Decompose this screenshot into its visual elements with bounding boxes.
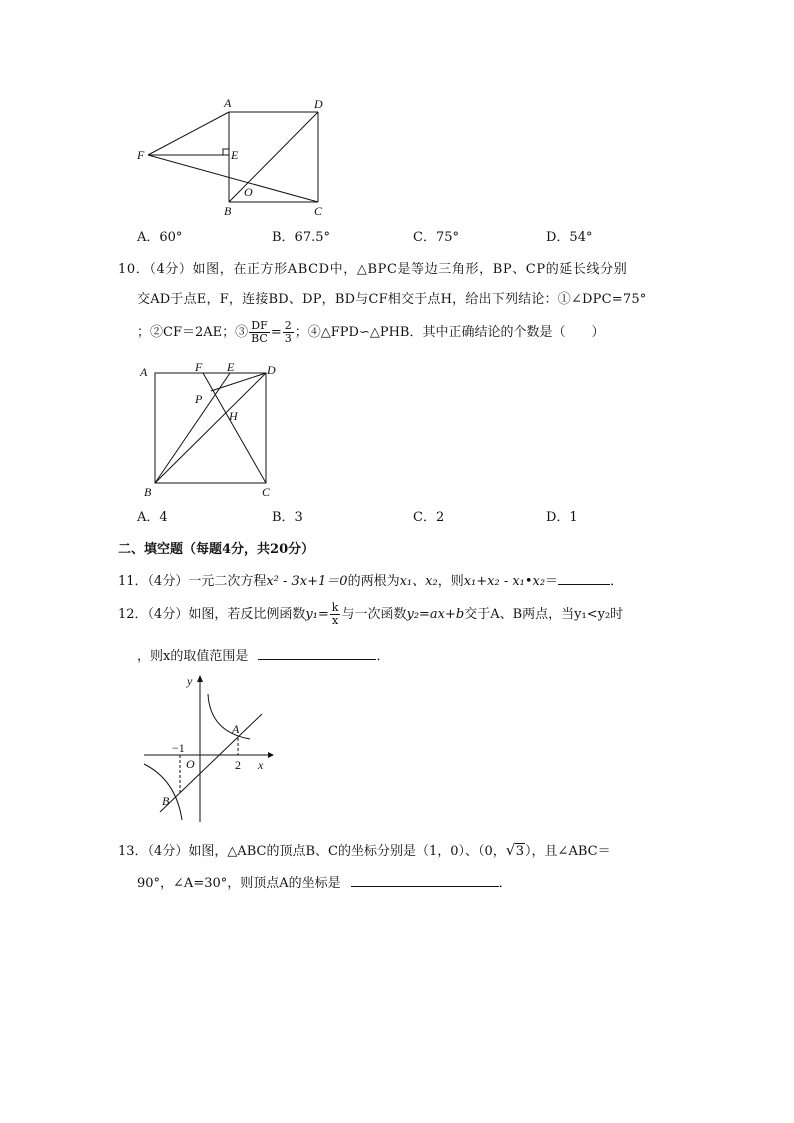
- q9-option-a: A．60°: [137, 230, 183, 245]
- q12-text-a: 12．（4分）如图，若反比例函数: [118, 607, 306, 622]
- q12-figure: [140, 672, 280, 832]
- q10-label-C: C: [262, 485, 271, 499]
- q10-label-P: P: [195, 392, 203, 406]
- q13-answer-blank[interactable]: [351, 872, 499, 887]
- section-heading-fill-in: 二、填空题（每题4分，共20分）: [118, 542, 315, 557]
- q11-equation: x² - 3x+1＝0: [266, 574, 348, 589]
- q11-roots: x₁、x₂: [399, 574, 438, 589]
- q10-line3-a: ；②CF＝2AE；③: [137, 325, 249, 340]
- q9-label-B: B: [224, 204, 232, 218]
- q9-option-c: C．75°: [413, 230, 459, 245]
- q12-text-b: 与一次函数: [341, 607, 407, 622]
- q10-figure: [133, 358, 283, 503]
- q12-label-y: y: [187, 674, 193, 688]
- q10-equals: =: [270, 325, 282, 340]
- q13-sqrt: √ 3: [505, 841, 525, 859]
- q12-line1: [118, 600, 623, 630]
- q10-line3: [137, 318, 604, 348]
- q12-y2: y₂=ax+b: [406, 607, 465, 622]
- q10-label-A: A: [140, 365, 148, 379]
- q10-label-D: D: [267, 363, 276, 377]
- q13-text-b: ），且∠ABC＝: [525, 844, 611, 859]
- q12-label-O: O: [186, 757, 195, 771]
- q10-line1: 10．（4分）如图，在正方形ABCD中，△BPC是等边三角形，BP、CP的延长线分别: [118, 262, 628, 277]
- q11-text-a: 11．（4分）一元二次方程: [118, 574, 267, 589]
- q12-end: ．: [376, 649, 390, 664]
- q9-figure: [130, 95, 340, 220]
- q12-equals: =: [317, 607, 329, 622]
- q10-label-H: H: [229, 409, 238, 423]
- q11-expression: x₁+x₂ - x₁•x₂: [463, 574, 546, 589]
- q12-label-B: B: [162, 794, 170, 808]
- q11-line: [118, 570, 623, 592]
- q13-end: ．: [498, 876, 512, 891]
- q10-line2: 交AD于点E，F，连接BD、DP，BD与CF相交于点H，给出下列结论：①∠DPC=75°: [137, 292, 647, 307]
- q13-text-a: 13．（4分）如图，△ABC的顶点B、C的坐标分别是（1，0）、（0，: [118, 844, 506, 859]
- q12-label-x: x: [258, 758, 264, 772]
- q12-label-2: 2: [235, 758, 241, 772]
- q12-y1: y₁: [305, 607, 318, 622]
- q10-option-a: A．4: [137, 510, 168, 525]
- q10-option-d: D．1: [546, 510, 578, 525]
- q13-line1: [118, 842, 611, 862]
- q9-label-C: C: [314, 204, 323, 218]
- q10-line3-b: ；④△FPD∽△PHB．其中正确结论的个数是（ ）: [294, 325, 605, 340]
- q11-text-d: ＝: [545, 574, 559, 589]
- q11-end: ．: [610, 574, 624, 589]
- q10-label-E: E: [227, 360, 235, 374]
- q10-fraction-2-3: $\frac{2}{3}$: [284, 319, 292, 345]
- q9-label-A: A: [224, 96, 232, 110]
- q12-text-c: 交于A、B两点，当y₁<y₂时: [464, 607, 624, 622]
- q12-line2: [137, 645, 390, 667]
- q12-label-A: A: [232, 722, 240, 736]
- q9-label-D: D: [314, 97, 323, 111]
- q9-label-F: F: [137, 148, 145, 162]
- q9-option-b: B．67.5°: [272, 230, 330, 245]
- q9-label-E: E: [231, 148, 239, 162]
- q10-label-B: B: [144, 485, 152, 499]
- q9-label-O: O: [244, 185, 253, 199]
- q12-line2-text: ，则x的取值范围是: [137, 649, 249, 664]
- q10-option-b: B．3: [272, 510, 303, 525]
- q13-line2: [137, 872, 512, 894]
- q13-line2-text: 90°，∠A=30°，则顶点A的坐标是: [137, 876, 341, 891]
- q10-label-F: F: [195, 360, 203, 374]
- q11-text-c: ，则: [437, 574, 464, 589]
- q10-fraction-df-bc: $\frac{DF}{BC}$: [251, 319, 268, 345]
- q11-text-b: 的两根为: [347, 574, 400, 589]
- q10-option-c: C．2: [413, 510, 445, 525]
- q12-answer-blank[interactable]: [258, 645, 376, 660]
- q12-fraction-k-x: $\frac{k}{x}$: [331, 601, 339, 627]
- q11-answer-blank[interactable]: [558, 570, 610, 585]
- q12-label-neg1: −1: [172, 741, 185, 755]
- q9-option-d: D．54°: [546, 230, 593, 245]
